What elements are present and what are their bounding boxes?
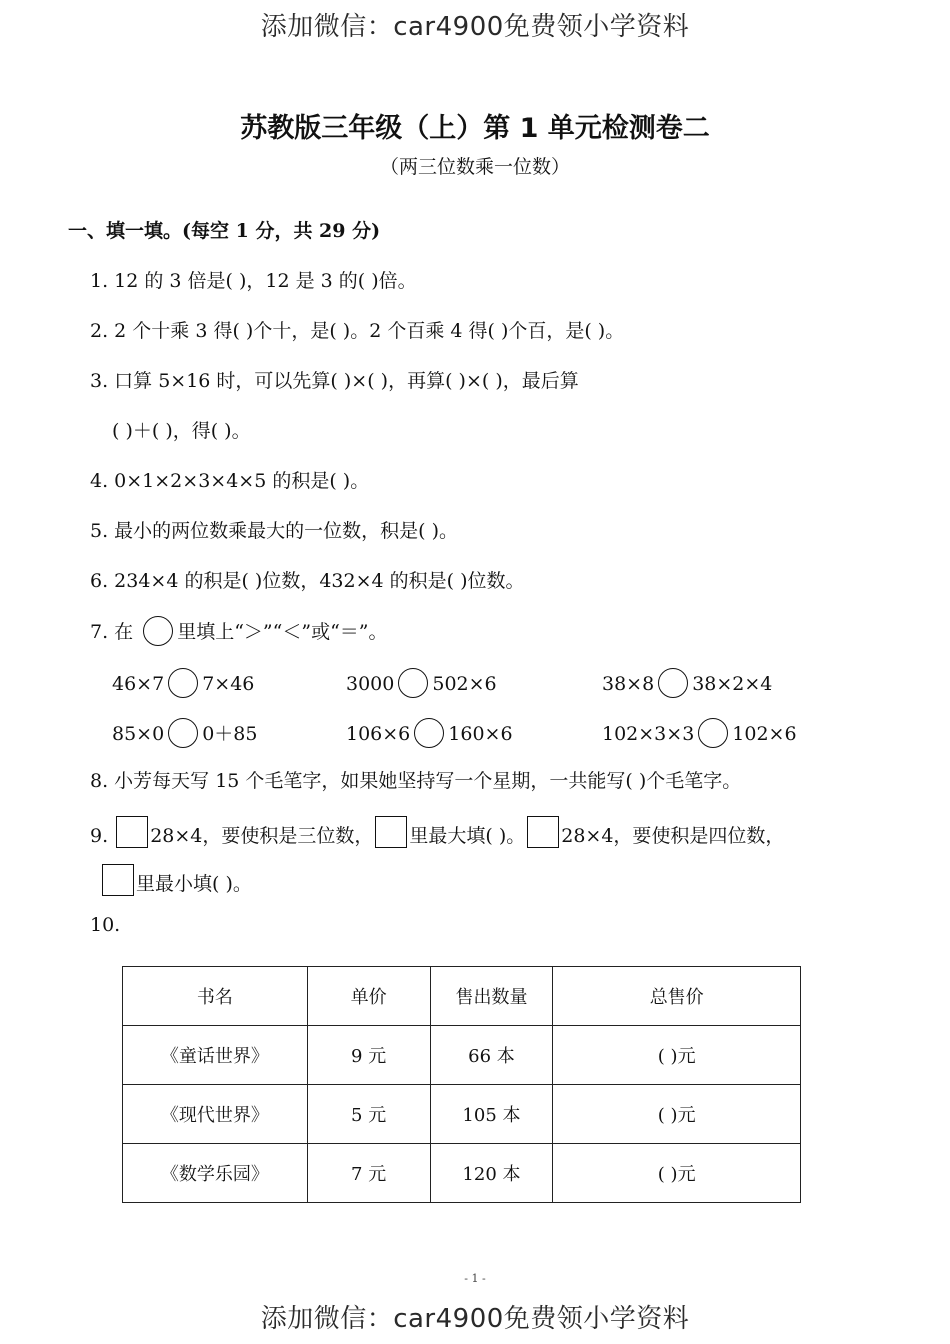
compare-right: 102×6 (732, 723, 797, 745)
watermark-top: 添加微信：car4900免费领小学资料 (260, 12, 690, 42)
table-row (123, 1144, 801, 1203)
compare-right: 38×2×4 (692, 673, 773, 695)
cell-total-blank[interactable]: ( )元 (553, 1144, 801, 1203)
cell-total-blank[interactable]: ( )元 (553, 1026, 801, 1085)
page-number: - 1 - (464, 1272, 486, 1285)
question-9-number: 9. (90, 825, 109, 847)
compare-left: 106×6 (346, 723, 411, 745)
digit-box[interactable] (102, 864, 134, 896)
compare-item (346, 668, 497, 698)
compare-circle-icon[interactable] (698, 718, 728, 748)
cell-book-name: 《现代世界》 (123, 1085, 308, 1144)
question-10: 10. (90, 914, 121, 936)
digit-box[interactable] (527, 816, 559, 848)
digit-box[interactable] (116, 816, 148, 848)
question-7-text: 里填上“＞”“＜”或“＝”。 (177, 621, 388, 643)
header-total-price: 总售价 (553, 967, 801, 1026)
question-1: 1. 12 的 3 倍是( )，12 是 3 的( )倍。 (90, 270, 417, 292)
compare-circle-icon[interactable] (398, 668, 428, 698)
cell-unit-price: 5 元 (307, 1085, 430, 1144)
cell-book-name: 《童话世界》 (123, 1026, 308, 1085)
book-sales-table (122, 966, 801, 1203)
compare-right: 0＋85 (202, 723, 258, 745)
question-7 (90, 616, 388, 646)
table-row (123, 1026, 801, 1085)
faded-text-bottom (0, 1284, 950, 1296)
compare-right: 160×6 (448, 723, 513, 745)
compare-circle-icon[interactable] (143, 616, 173, 646)
question-9-line2 (100, 864, 252, 896)
compare-circle-icon[interactable] (658, 668, 688, 698)
question-2: 2. 2 个十乘 3 得( )个十，是( )。2 个百乘 4 得( )个百，是( )。 (90, 320, 625, 342)
compare-left: 38×8 (602, 673, 655, 695)
compare-left: 85×0 (112, 723, 165, 745)
compare-left: 3000 (346, 673, 395, 695)
page-title: 苏教版三年级（上）第 1 单元检测卷二 (240, 113, 710, 144)
header-unit-price: 单价 (307, 967, 430, 1026)
question-9-part-b: 里最大填( )。 (409, 825, 526, 847)
question-9-part-a: 28×4，要使积是三位数， (150, 825, 374, 847)
compare-circle-icon[interactable] (168, 718, 198, 748)
table-row (123, 1085, 801, 1144)
cell-total-blank[interactable]: ( )元 (553, 1085, 801, 1144)
header-quantity-sold: 售出数量 (430, 967, 553, 1026)
compare-circle-icon[interactable] (168, 668, 198, 698)
compare-left: 46×7 (112, 673, 165, 695)
question-9-line1 (90, 816, 784, 848)
watermark-bottom: 添加微信：car4900免费领小学资料 (260, 1304, 690, 1334)
compare-item (602, 668, 772, 698)
compare-left: 102×3×3 (602, 723, 695, 745)
question-4: 4. 0×1×2×3×4×5 的积是( )。 (90, 470, 370, 492)
question-3-line1: 3. 口算 5×16 时，可以先算( )×( )，再算( )×( )，最后算 (90, 370, 579, 392)
cell-quantity: 66 本 (430, 1026, 553, 1085)
question-7-number: 7. 在 (90, 621, 134, 643)
compare-circle-icon[interactable] (414, 718, 444, 748)
table-header-row (123, 967, 801, 1026)
compare-right: 7×46 (202, 673, 255, 695)
page-subtitle: （两三位数乘一位数） (379, 156, 570, 178)
faded-text-top (0, 40, 950, 54)
question-3-line2: ( )＋( )，得( )。 (112, 420, 251, 442)
compare-item (346, 718, 513, 748)
compare-item (112, 668, 254, 698)
compare-item (602, 718, 797, 748)
cell-unit-price: 9 元 (307, 1026, 430, 1085)
compare-right: 502×6 (432, 673, 497, 695)
cell-quantity: 120 本 (430, 1144, 553, 1203)
digit-box[interactable] (375, 816, 407, 848)
question-6: 6. 234×4 的积是( )位数，432×4 的积是( )位数。 (90, 570, 525, 592)
cell-unit-price: 7 元 (307, 1144, 430, 1203)
question-9-part-c: 28×4，要使积是四位数， (561, 825, 785, 847)
compare-item (112, 718, 257, 748)
section-heading: 一、填一填。(每空 1 分，共 29 分) (68, 220, 381, 242)
question-9-part-d: 里最小填( )。 (136, 873, 252, 895)
question-5: 5. 最小的两位数乘最大的一位数，积是( )。 (90, 520, 459, 542)
cell-quantity: 105 本 (430, 1085, 553, 1144)
header-book-name: 书名 (123, 967, 308, 1026)
cell-book-name: 《数学乐园》 (123, 1144, 308, 1203)
question-8: 8. 小芳每天写 15 个毛笔字，如果她坚持写一个星期，一共能写( )个毛笔字。 (90, 770, 742, 792)
